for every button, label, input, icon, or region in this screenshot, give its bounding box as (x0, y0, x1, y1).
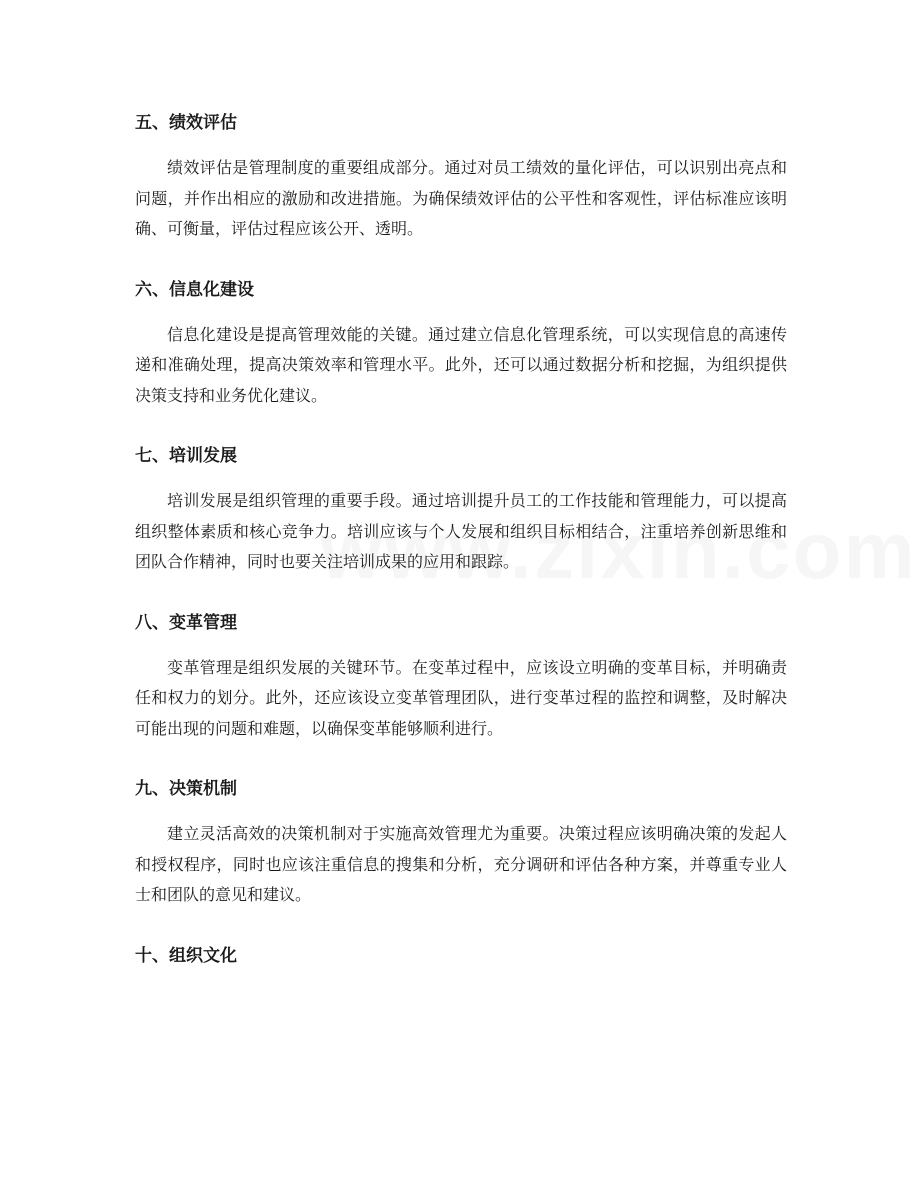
section-organizational-culture (135, 939, 787, 973)
document-content (135, 106, 787, 986)
section-decision-mechanism (135, 772, 787, 911)
section-change-management (135, 606, 787, 745)
section-paragraph: 建立灵活高效的决策机制对于实施高效管理尤为重要。决策过程应该明确决策的发起人和授权程序，同时也应该注重信息的搜集和分析，充分调研和评估各种方案，并尊重专业人士和团队的意见和建议。 (135, 824, 787, 904)
section-paragraph: 变革管理是组织发展的关键环节。在变革过程中，应该设立明确的变革目标，并明确责任和权力的划分。此外，还应该设立变革管理团队，进行变革过程的监控和调整，及时解决可能出现的问题和难题，以确保变革能够顺利进行。 (135, 657, 787, 738)
section-heading: 九、决策机制 (135, 779, 237, 799)
section-heading: 五、绩效评估 (135, 113, 237, 133)
section-heading: 八、变革管理 (135, 612, 237, 633)
section-heading: 六、信息化建设 (135, 279, 254, 300)
section-paragraph: 绩效评估是管理制度的重要组成部分。通过对员工绩效的量化评估，可以识别出亮点和问题，并作出相应的激励和改进措施。为确保绩效评估的公平性和客观性，评估标准应该明确、可衡量，评估过程应该公开、透明。 (135, 158, 787, 238)
section-paragraph: 培训发展是组织管理的重要手段。通过培训提升员工的工作技能和管理能力，可以提高组织整体素质和核心竞争力。培训应该与个人发展和组织目标相结合，注重培养创新思维和团队合作精神，同时也要关注培训成果的应用和跟踪。 (135, 491, 787, 571)
section-training-development (135, 439, 787, 578)
section-paragraph: 信息化建设是提高管理效能的关键。通过建立信息化管理系统，可以实现信息的高速传递和准确处理，提高决策效率和管理水平。此外，还可以通过数据分析和挖掘，为组织提供决策支持和业务优化建议。 (135, 324, 787, 405)
section-performance-evaluation (135, 106, 787, 245)
section-heading: 七、培训发展 (135, 446, 237, 466)
section-heading: 十、组织文化 (135, 945, 237, 966)
section-information-construction (135, 273, 787, 412)
